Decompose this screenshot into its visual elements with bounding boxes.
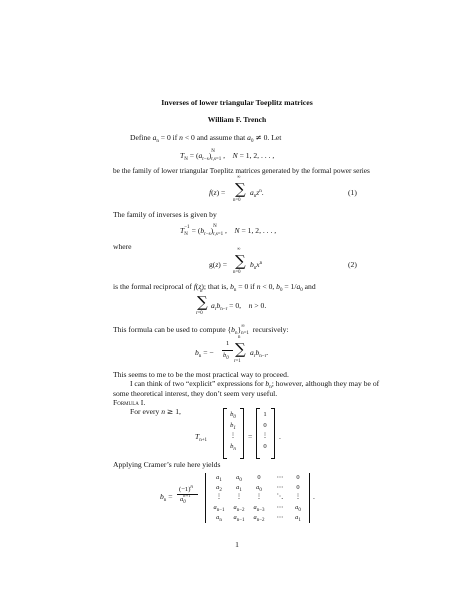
det-cell-2-1: ⋮ [235, 493, 243, 500]
cramer-den: a $_{n+1 0}$ [180, 493, 191, 505]
recursion-frac-line [222, 350, 233, 351]
series-term-f: $a_nz^n$. [250, 188, 264, 199]
det-cell-0-2: 0 [257, 474, 261, 481]
cramer-line: Applying Cramer’s rule here yields [113, 460, 221, 469]
det-cell-4-1: $a_{n-1}$ [233, 514, 245, 523]
sum-lower-3: r=0 [196, 311, 203, 316]
det-cell-4-3: ⋯ [276, 514, 284, 521]
cramer-lhs: $b_n$ = [160, 492, 173, 503]
det-cell-3-0: $a_{n-1}$ [213, 504, 225, 513]
recursion-term: $a_rb_{n-r}$. [250, 348, 269, 359]
tn1-label: $T_{n+1}$ [195, 432, 208, 443]
formula-heading: Formula I. [113, 398, 146, 407]
series-term-g: $b_nx^n$ [250, 260, 263, 271]
det-cell-2-2: ⋮ [255, 493, 263, 500]
explicit-line-1: I can think of two “explicit” expressions for $b_n$; however, although they may be of [130, 379, 380, 390]
det-cell-1-0: $a_2$ [216, 484, 222, 493]
det-cell-0-0: $a_1$ [216, 474, 222, 483]
sum-upper-3: n [200, 289, 203, 294]
vec-b-0: $b_0$ [230, 411, 236, 420]
recursion-frac-num: 1 [226, 340, 230, 347]
fz-lhs: f(z) = [209, 188, 226, 197]
vec-e-3: 0 [263, 443, 267, 450]
det-left-bar [205, 473, 206, 523]
det-cell-4-4: $a_1$ [295, 514, 301, 523]
equation-2-label: (2) [348, 260, 357, 269]
eq-tninv-definition: T $_{-1 N} = (b_{r-s})$ $_{N r,s=1}$ , N = 1, 2, . . . , [180, 224, 277, 237]
det-cell-2-4: ⋮ [294, 493, 302, 500]
right-bracket-e [271, 408, 275, 459]
cramer-period: . [313, 492, 315, 501]
det-cell-2-0: ⋮ [215, 493, 223, 500]
explicit-line-2: some theoretical interest, they don’t seem very useful. [113, 389, 278, 398]
vec-b-1: $b_1$ [230, 422, 236, 431]
equation-1-label: (1) [348, 188, 357, 197]
det-right-bar [309, 473, 310, 523]
det-cell-1-2: $a_0$ [256, 484, 262, 493]
gz-lhs: g(z) = [209, 260, 228, 269]
author-name: William F. Trench [207, 115, 267, 124]
be-family-line: be the family of lower triangular Toeplitz matrices generated by the formal power series [113, 166, 370, 175]
det-cell-3-3: ⋯ [276, 504, 284, 511]
det-cell-3-1: $a_{n-2}$ [233, 504, 245, 513]
most-practical-line: This seems to me to be the most practical way to proceed. [113, 370, 289, 379]
sum-upper-1: ∞ [237, 175, 241, 180]
for-every-line: For every n ≥ 1, [130, 407, 181, 416]
det-cell-0-3: ⋯ [276, 474, 284, 481]
det-cell-2-3: ⋱ [276, 493, 284, 500]
vec-b-2: ⋮ [229, 432, 237, 439]
convolution-tail: $a_rb_{n-r} = 0$, n > 0. [211, 301, 267, 312]
page-number: 1 [235, 540, 239, 549]
sum-upper-4: n [238, 335, 241, 340]
formal-reciprocal-line: is the formal reciprocal of f(z); that is, $b_n = 0$ if n < 0, $b_0 = 1/a_0$ and [113, 282, 316, 293]
sum-symbol-1: ∑ [235, 180, 246, 198]
recursion-frac-den: $b_0$ [223, 352, 229, 361]
det-cell-0-4: 0 [296, 474, 300, 481]
sum-lower-4: r=1 [234, 359, 241, 364]
sum-upper-2: ∞ [237, 247, 241, 252]
vec-b-3: $b_n$ [230, 443, 236, 452]
det-cell-1-4: 0 [296, 484, 300, 491]
det-cell-0-1: $a_0$ [236, 474, 242, 483]
det-cell-4-0: $a_n$ [216, 514, 222, 523]
sum-symbol-3: ∑ [197, 293, 208, 311]
det-cell-4-2: $a_{n-2}$ [253, 514, 265, 523]
formula-used-line: This formula can be used to compute $\{b_n\}$ $_{\infty n=1}$ recursively: [113, 324, 289, 336]
vec-e-2: ⋮ [261, 432, 269, 439]
sum-symbol-4: ∑ [235, 340, 246, 358]
vec-e-1: 0 [263, 422, 267, 429]
vec-e-0: 1 [263, 411, 267, 418]
right-bracket-b [240, 408, 244, 459]
det-cell-1-3: ⋯ [276, 484, 284, 491]
cramer-num: $(-1)^n$ [179, 485, 193, 493]
family-inverses-line: The family of inverses is given by [113, 210, 217, 219]
intro-line: Define $a_n = 0$ if n < 0 and assume that $a_0 \ne 0$. Let [130, 133, 282, 144]
paper-title: Inverses of lower triangular Toeplitz matrices [161, 98, 313, 107]
sum-lower-2: n=0 [233, 270, 241, 275]
sum-lower-1: n=0 [233, 198, 241, 203]
where-word: where [113, 242, 132, 251]
matrix-eq-period: . [279, 432, 281, 441]
equals-sign: = [248, 432, 253, 441]
det-cell-3-2: $a_{n-3}$ [253, 504, 265, 513]
det-cell-1-1: $a_1$ [236, 484, 242, 493]
sum-symbol-2: ∑ [235, 252, 246, 270]
det-cell-3-4: $a_0$ [295, 504, 301, 513]
recursion-lhs: $b_n$ = − [195, 348, 214, 359]
eq-tn-definition: $T_N = (a_{r-s})$ $_{N r,s=1}$ , N = 1, 2, . . . , [180, 149, 275, 162]
